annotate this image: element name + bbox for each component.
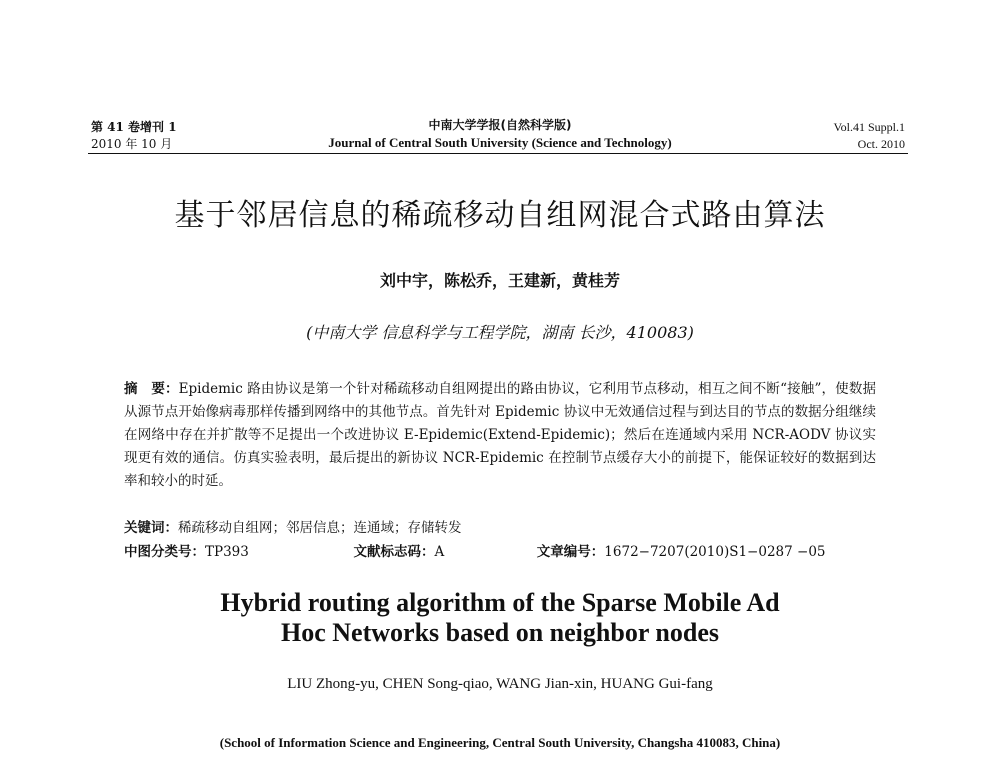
keywords [124, 516, 462, 536]
abstract [124, 378, 876, 493]
journal-title-cn: 中南大学学报(自然科学版) [428, 118, 572, 132]
paper-title-en-line2: Hoc Networks based on neighbor nodes [281, 618, 719, 647]
abstract-label: 摘 要： [124, 381, 179, 397]
paper-title-en [0, 588, 1000, 648]
authors-en: LIU Zhong-yu, CHEN Song-qiao, WANG Jian-xin, HUANG Gui-fang [287, 676, 713, 692]
paper-title-cn: 基于邻居信息的稀疏移动自组网混合式路由算法 [174, 198, 826, 233]
abstract-text: Epidemic 路由协议是第一个针对稀疏移动自组网提出的路由协议，它利用节点移动，相互之间不断“接触”，使数据从源节点开始像病毒那样传播到网络中的其他节点。首先针对 Epidemic 协议中无效通信过程与到达目的节点的数据分组继续在网络中存在并扩散等不足提出一个改进协议 E-Epidemic(Extend-Epidemic)；然后在连通域内采用 NCR-AODV 协议实现更有效的通信。仿真实验表明，最后提出的新协议 NCR-Epidemic 在控制节点缓存大小的前提下，能保证较好的数据到达率和较小的时延。 [124, 381, 877, 489]
journal-title-en: Journal of Central South University (Science and Technology) [328, 135, 672, 150]
article-number-label: 文章编号： [536, 544, 605, 560]
affiliation-cn: (中南大学 信息科学与工程学院，湖南 长沙，410083) [306, 323, 694, 342]
doc-code-label: 文献标志码： [353, 544, 435, 560]
issue-date-en: Oct. 2010 [857, 137, 905, 151]
clc-value: TP393 [205, 544, 249, 560]
article-number-value: 1672−7207(2010)S1−0287 −05 [604, 544, 826, 560]
header-rule [88, 153, 908, 154]
volume-info: Vol.41 Suppl.1 [833, 120, 905, 134]
authors-cn: 刘中宇，陈松乔，王建新，黄桂芳 [379, 271, 620, 290]
keywords-text: 稀疏移动自组网；邻居信息；连通域；存储转发 [178, 520, 462, 536]
issue-number: 第 41 卷增刊 1 [91, 120, 177, 134]
paper-title-en-line1: Hybrid routing algorithm of the Sparse Mobile Ad [220, 588, 780, 617]
classification-line [124, 540, 884, 560]
affiliation-en: (School of Information Science and Engineering, Central South University, Changsha 410083, China) [219, 735, 781, 750]
issue-date: 2010 年 10 月 [91, 137, 173, 151]
keywords-label: 关键词： [124, 520, 178, 536]
clc-label: 中图分类号： [124, 544, 205, 560]
doc-code-value: A [434, 544, 445, 560]
